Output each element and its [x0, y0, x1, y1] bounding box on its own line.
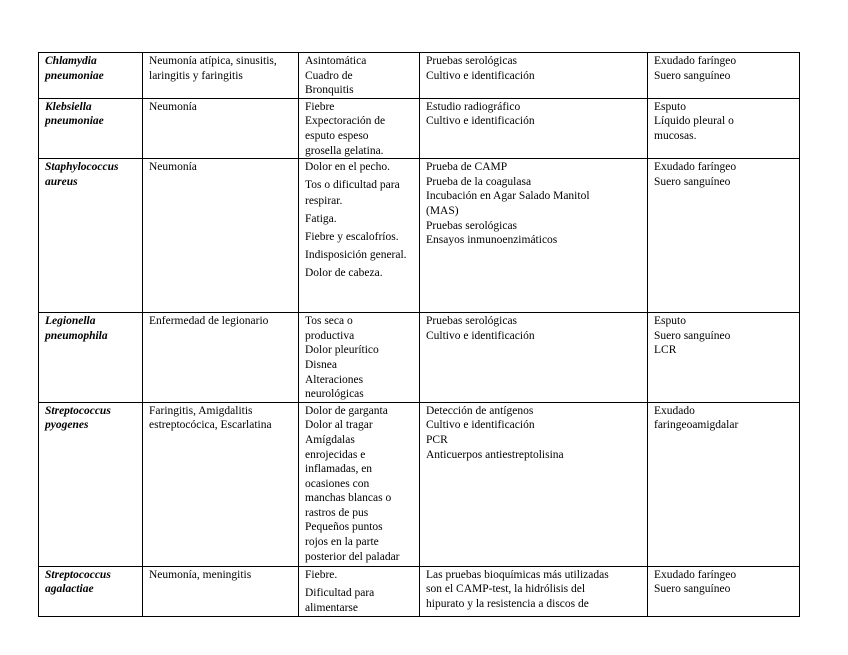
disease-cell: Faringitis, Amigdalitis estreptocócica, Escarlatina — [143, 402, 299, 566]
document-page — [38, 52, 800, 617]
table-row — [39, 566, 800, 617]
organism-cell: Streptococcus pyogenes — [39, 402, 143, 566]
table-row — [39, 53, 800, 99]
tests-cell: Detección de antígenos Cultivo e identificación PCR Anticuerpos antiestreptolisina — [420, 402, 648, 566]
table-row — [39, 159, 800, 313]
organism-cell: Klebsiella pneumoniae — [39, 98, 143, 158]
samples-cell: Exudado faríngeo Suero sanguíneo — [648, 566, 800, 617]
samples-cell: Exudado faríngeo Suero sanguíneo — [648, 53, 800, 99]
disease-cell: Neumonía — [143, 159, 299, 313]
tests-cell: Prueba de CAMP Prueba de la coagulasa Incubación en Agar Salado Manitol (MAS) Pruebas serológicas Ensayos inmunoenzimáticos — [420, 159, 648, 313]
table-row — [39, 313, 800, 403]
pathogen-table — [38, 52, 800, 617]
tests-cell: Pruebas serológicas Cultivo e identificación — [420, 53, 648, 99]
symptoms-cell: Fiebre. Dificultad para alimentarse — [299, 566, 420, 617]
tests-cell: Las pruebas bioquímicas más utilizadas son el CAMP-test, la hidrólisis del hipurato y la resistencia a discos de — [420, 566, 648, 617]
symptoms-cell: Tos seca o productiva Dolor pleurítico Disnea Alteraciones neurológicas — [299, 313, 420, 403]
samples-cell: Esputo Líquido pleural o mucosas. — [648, 98, 800, 158]
samples-cell: Esputo Suero sanguíneo LCR — [648, 313, 800, 403]
organism-cell: Staphylococcus aureus — [39, 159, 143, 313]
symptoms-cell: Dolor en el pecho. Tos o dificultad para respirar. Fatiga. Fiebre y escalofríos. Indisposición general. Dolor de cabeza. — [299, 159, 420, 313]
tests-cell: Pruebas serológicas Cultivo e identificación — [420, 313, 648, 403]
symptoms-cell: Fiebre Expectoración de esputo espeso grosella gelatina. — [299, 98, 420, 158]
organism-cell: Chlamydia pneumoniae — [39, 53, 143, 99]
symptoms-cell: Dolor de garganta Dolor al tragar Amígdalas enrojecidas e inflamadas, en ocasiones con manchas blancas o rastros de pus Pequeños puntos rojos en la parte posterior del paladar — [299, 402, 420, 566]
samples-cell: Exudado faringeoamigdalar — [648, 402, 800, 566]
organism-cell: Legionella pneumophila — [39, 313, 143, 403]
table-row — [39, 98, 800, 158]
disease-cell: Neumonía atípica, sinusitis, laringitis y faringitis — [143, 53, 299, 99]
disease-cell: Enfermedad de legionario — [143, 313, 299, 403]
table-row — [39, 402, 800, 566]
tests-cell: Estudio radiográfico Cultivo e identificación — [420, 98, 648, 158]
symptoms-cell: Asintomática Cuadro de Bronquitis — [299, 53, 420, 99]
disease-cell: Neumonía — [143, 98, 299, 158]
samples-cell: Exudado faríngeo Suero sanguíneo — [648, 159, 800, 313]
disease-cell: Neumonía, meningitis — [143, 566, 299, 617]
organism-cell: Streptococcus agalactiae — [39, 566, 143, 617]
